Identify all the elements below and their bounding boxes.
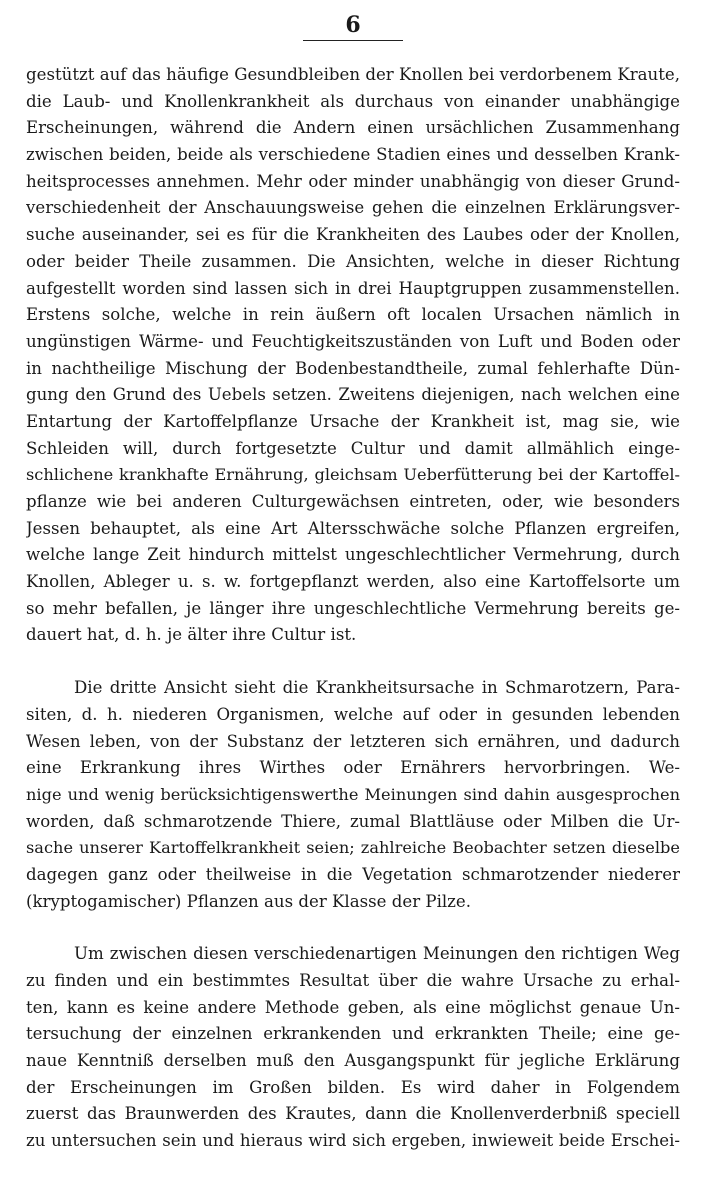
text-line: siten, d. h. niederen Organismen, welche auf oder in gesunden lebenden	[26, 704, 680, 724]
text-line: Um zwischen diesen verschiedenartigen Meinungen den richtigen Weg	[74, 944, 680, 964]
text-line: nige und wenig berücksichtigenswerthe Meinungen sind dahin ausgesprochen	[26, 784, 680, 804]
text-line: worden, daß schmarotzende Thiere, zumal Blattläuse oder Milben die Ur-	[26, 811, 680, 831]
text-line: sache unserer Kartoffelkrankheit seien; zahlreiche Beobachter setzen dieselbe	[26, 838, 680, 858]
text-line: gung den Grund des Uebels setzen. Zweitens diejenigen, nach welchen eine	[26, 385, 680, 405]
text-line: Erstens solche, welche in rein äußern oft localen Ursachen nämlich in	[26, 305, 680, 325]
text-line: Jessen behauptet, als eine Art Altersschwäche solche Pflanzen ergreifen,	[26, 518, 680, 538]
text-line: (kryptogamischer) Pflanzen aus der Klasse der Pilze.	[26, 891, 472, 911]
text-line: naue Kenntniß derselben muß den Ausgangspunkt für jegliche Erklärung	[26, 1051, 680, 1071]
text-line: ten, kann es keine andere Methode geben, als eine möglichst genaue Un-	[26, 997, 680, 1017]
text-line: gestützt auf das häufige Gesundbleiben der Knollen bei verdorbenem Kraute,	[26, 65, 680, 84]
text-line: zwischen beiden, beide als verschiedene Stadien eines und desselben Krank-	[26, 145, 680, 165]
text-line: in nachtheilige Mischung der Bodenbestandtheile, zumal fehlerhafte Dün-	[26, 358, 680, 378]
text-line: zu finden und ein bestimmtes Resultat über die wahre Ursache zu erhal-	[26, 971, 680, 990]
page-header	[0, 12, 706, 41]
text-line: Entartung der Kartoffelpflanze Ursache der Krankheit ist, mag sie, wie	[26, 411, 680, 431]
text-line: der Erscheinungen im Großen bilden. Es wird daher in Folgendem	[26, 1077, 680, 1097]
text-line: tersuchung der einzelnen erkrankenden und erkrankten Theile; eine ge-	[26, 1024, 680, 1044]
text-line: pflanze wie bei anderen Culturgewächsen eintreten, oder, wie besonders	[26, 492, 680, 511]
page-body	[26, 62, 680, 1155]
text-line: welche lange Zeit hindurch mittelst ungeschlechtlicher Vermehrung, durch	[26, 545, 680, 565]
paragraph-3	[26, 941, 680, 1155]
paragraph-1	[26, 62, 680, 649]
text-line: ungünstigen Wärme- und Feuchtigkeitszuständen von Luft und Boden oder	[26, 331, 680, 351]
paragraph-gap	[26, 915, 680, 941]
text-line: dauert hat, d. h. je älter ihre Cultur ist.	[26, 625, 357, 645]
paragraph-gap	[26, 649, 680, 675]
text-line: Wesen leben, von der Substanz der letzteren sich ernähren, und dadurch	[26, 731, 680, 751]
text-line: Die dritte Ansicht sieht die Krankheitsursache in Schmarotzern, Para-	[74, 678, 680, 698]
text-line: Knollen, Ableger u. s. w. fortgepflanzt werden, also eine Kartoffelsorte um	[26, 572, 680, 592]
text-line: verschiedenheit der Anschauungsweise gehen die einzelnen Erklärungsver-	[26, 198, 680, 218]
text-line: dagegen ganz oder theilweise in die Vegetation schmarotzender niederer	[26, 864, 680, 884]
page-number: 6	[303, 12, 402, 41]
text-line: oder beider Theile zusammen. Die Ansichten, welche in dieser Richtung	[26, 251, 680, 271]
text-line: Erscheinungen, während die Andern einen ursächlichen Zusammenhang	[26, 118, 680, 138]
text-line: aufgestellt worden sind lassen sich in drei Hauptgruppen zusammenstellen.	[26, 278, 680, 298]
text-line: Schleiden will, durch fortgesetzte Cultur und damit allmählich einge-	[26, 438, 680, 458]
text-line: zuerst das Braunwerden des Krautes, dann die Knollenverderbniß speciell	[26, 1104, 680, 1124]
text-line: schlichene krankhafte Ernährung, gleichsam Ueberfütterung bei der Kartoffel-	[26, 465, 680, 485]
text-line: so mehr befallen, je länger ihre ungeschlechtliche Vermehrung bereits ge-	[26, 598, 680, 618]
text-line: eine Erkrankung ihres Wirthes oder Ernährers hervorbringen. We-	[26, 758, 680, 778]
text-line: zu untersuchen sein und hieraus wird sich ergeben, inwieweit beide Erschei-	[26, 1131, 680, 1151]
text-line: heitsprocesses annehmen. Mehr oder minder unabhängig von dieser Grund-	[26, 171, 680, 191]
text-line: suche auseinander, sei es für die Krankheiten des Laubes oder der Knollen,	[26, 225, 680, 245]
text-line: die Laub- und Knollenkrankheit als durchaus von einander unabhängige	[26, 91, 680, 111]
paragraph-2	[26, 675, 680, 915]
